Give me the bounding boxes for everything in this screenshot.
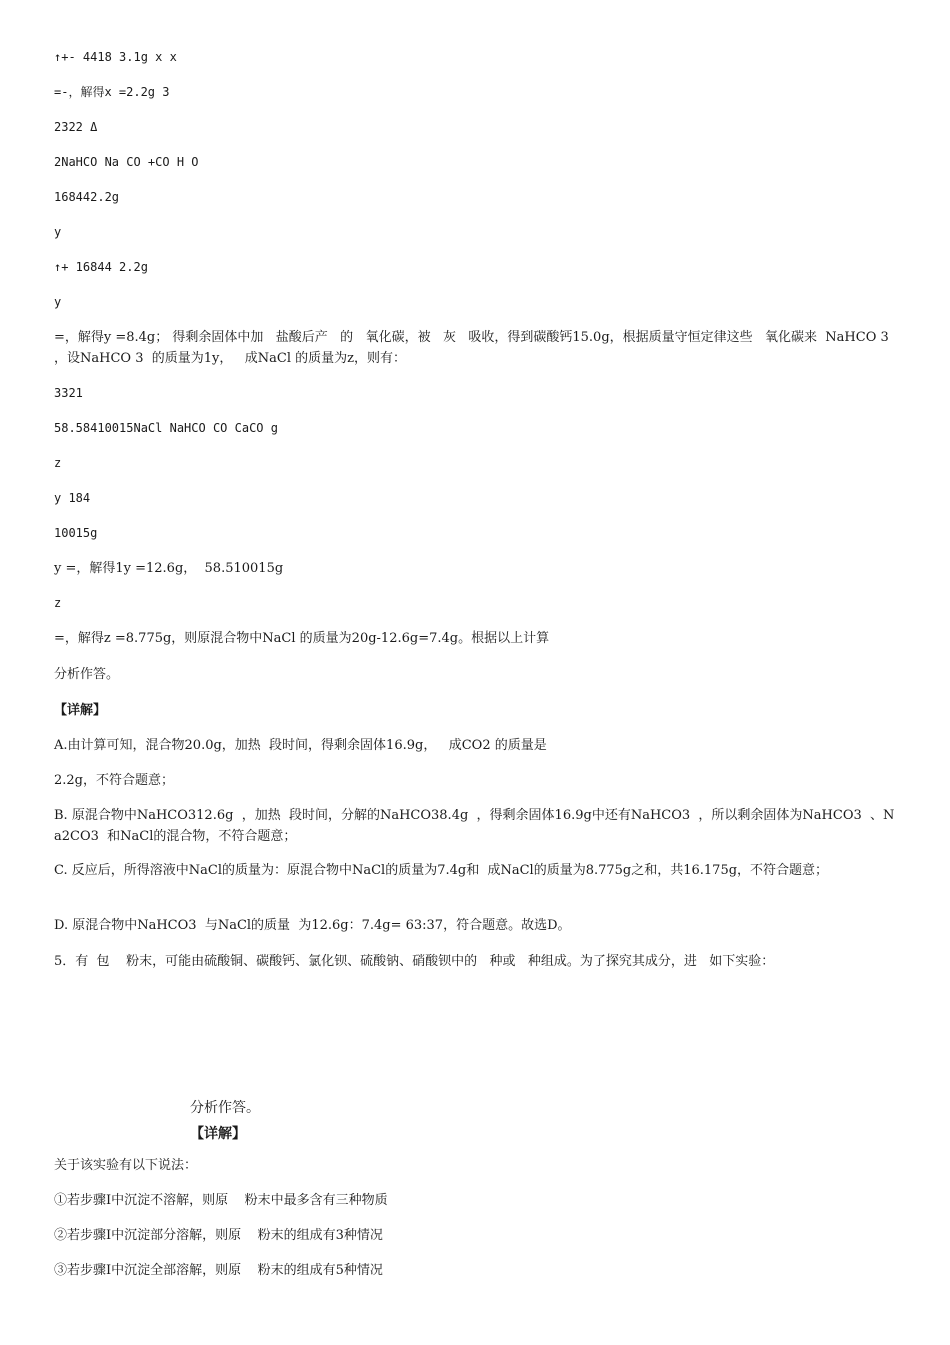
- option-d: D. 原混合物中NaHCO3 与NaCl的质量 为12.6g：7.4g= 63:37，符合题意。故选D。: [54, 918, 571, 933]
- text-line: z: [54, 596, 62, 610]
- statement-3: ③若步骤Ⅰ中沉淀全部溶解，则原 粉末的组成有5种情况: [54, 1263, 383, 1278]
- option-c: C. 反应后，所得溶液中NaCl的质量为：原混合物中NaCl的质量为7.4g和 成NaCl的质量为8.775g之和，共16.175g，不符合题意；: [54, 863, 829, 878]
- text-line: y =，解得1y =12.6g， 58.510015g: [54, 561, 284, 576]
- text-line: y: [54, 295, 62, 309]
- text-line: 3321: [54, 386, 83, 400]
- question-5: 5．有 包 粉末，可能由硫酸铜、碳酸钙、氯化钡、硫酸钠、硝酸钡中的 种或 种组成。为了探究其成分，进 如下实验：: [54, 954, 775, 969]
- text-line: 2322 Δ: [54, 120, 98, 134]
- text-line: =，解得z =8.775g，则原混合物中NaCl 的质量为20g-12.6g=7.4g。根据以上计算: [54, 631, 550, 646]
- option-a: A.由计算可知，混合物20.0g，加热 段时间，得剩余固体16.9g， 成CO2 的质量是: [54, 738, 547, 753]
- text-line: 168442.2g: [54, 190, 120, 204]
- text-line: 分析作答。: [190, 1100, 260, 1116]
- text-line: y: [54, 225, 62, 239]
- statement-1: ①若步骤Ⅰ中沉淀不溶解，则原 粉末中最多含有三种物质: [54, 1193, 388, 1208]
- text-paragraph: =，解得y =8.4g； 得剩余固体中加 盐酸后产 的 氧化碳，被 灰 吸收，得到碳酸钙15.0g，根据质量守恒定律这些 氧化碳来 NaHCO 3 ，设NaHCO 3 的质量为1y， 成NaCl 的质量为z，则有：: [54, 330, 898, 366]
- text-line: 关于该实验有以下说法：: [54, 1158, 198, 1173]
- text-line: ↑+- 4418 3.1g x x: [54, 50, 177, 64]
- statement-2: ②若步骤Ⅰ中沉淀部分溶解，则原 粉末的组成有3种情况: [54, 1228, 383, 1243]
- text-line: 58.58410015NaCl NaHCO CO CaCO g: [54, 421, 278, 435]
- option-a-continued: 2.2g，不符合题意；: [54, 773, 174, 788]
- text-line: y 184: [54, 491, 91, 505]
- text-line: 分析作答。: [54, 667, 120, 682]
- section-heading: 【详解】: [190, 1126, 246, 1142]
- text-line: =-，解得x =2.2g 3: [54, 85, 170, 99]
- text-line: 10015g: [54, 526, 98, 540]
- option-b: B. 原混合物中NaHCO312.6g ，加热 段时间，分解的NaHCO38.4g ，得剩余固体16.9g中还有NaHCO3 ，所以剩余固体为NaHCO3 、Na2CO3 和NaCl的混合物，不符合题意；: [54, 808, 895, 844]
- section-heading: 【详解】: [54, 703, 107, 718]
- text-line: z: [54, 456, 62, 470]
- text-line: 2NaHCO Na CO +CO H O: [54, 155, 199, 169]
- text-line: ↑+ 16844 2.2g: [54, 260, 148, 274]
